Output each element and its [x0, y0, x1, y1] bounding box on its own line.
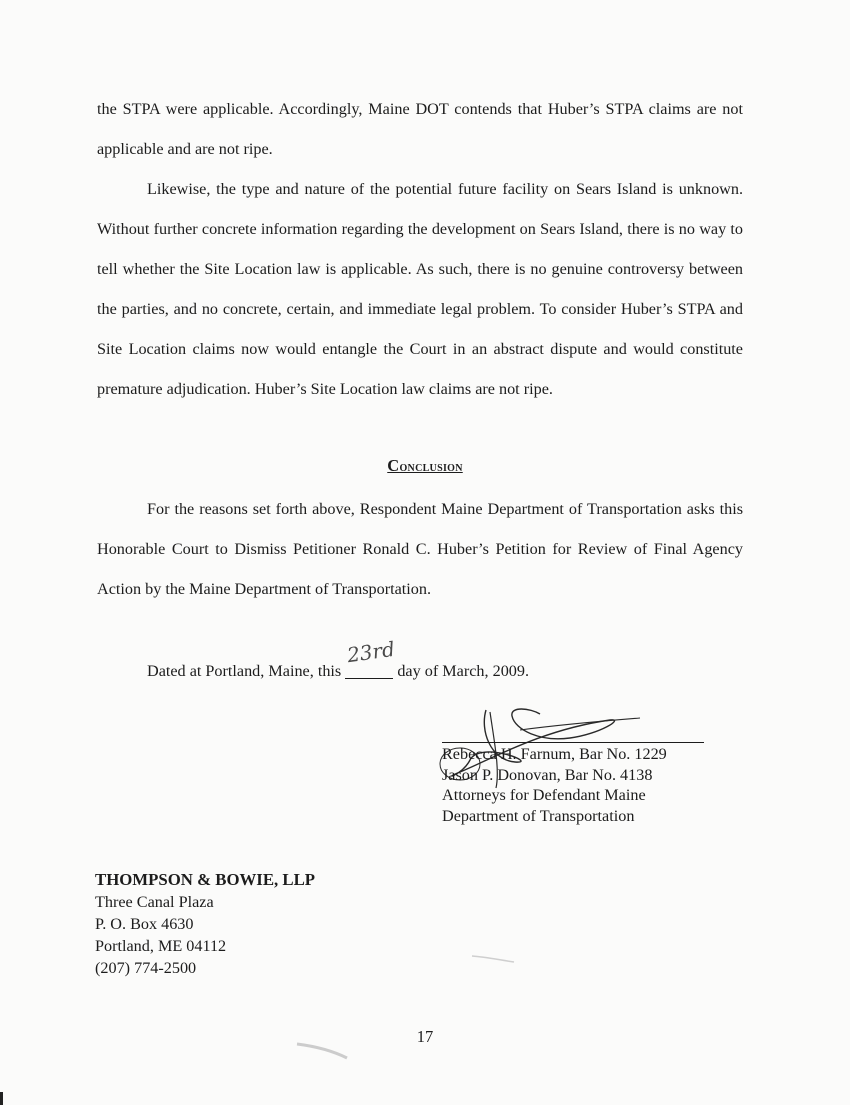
firm-phone: (207) 774-2500	[95, 959, 197, 977]
conclusion-heading-initial: C	[387, 456, 400, 475]
body-paragraph-1: the STPA were applicable. Accordingly, Maine DOT contends that Huber’s STPA claims are not applicable and are not ripe.	[97, 100, 743, 158]
body-paragraph-3: For the reasons set forth above, Respondent Maine Department of Transportation asks this Honorable Court to Dismiss Petitioner Ronald C. Huber’s Petition for Review of Final Agency Action by the Maine Department of Transportation.	[97, 500, 743, 598]
signer-2: Jason P. Donovan, Bar No. 4138	[442, 765, 653, 784]
firm-address-2: P. O. Box 4630	[95, 915, 194, 933]
scan-edge-mark	[0, 1092, 3, 1105]
day-blank	[345, 636, 397, 679]
firm-block	[95, 869, 315, 979]
signature-block	[442, 744, 667, 826]
firm-address-3: Portland, ME 04112	[95, 937, 227, 955]
scan-smudge	[295, 1040, 355, 1062]
dated-line	[147, 636, 530, 681]
conclusion-heading-rest: onclusion	[399, 460, 463, 475]
signer-role-2: Department of Transportation	[442, 806, 635, 825]
dated-prefix: Dated at Portland, Maine, this	[147, 662, 342, 680]
page-number: 17	[416, 1027, 434, 1046]
signer-role-1: Attorneys for Defendant Maine	[442, 786, 646, 804]
firm-name: THOMPSON & BOWIE, LLP	[95, 870, 316, 889]
handwritten-day: 23rd	[345, 636, 397, 668]
scan-mark	[470, 952, 520, 966]
body-paragraph-2: Likewise, the type and nature of the potential future facility on Sears Island is unknown. Without further concrete information regarding the development on Sears Island, there is no way to tell whether the Site Location law is applicable. As such, there is no genuine controversy between the parties, and no concrete, certain, and immediate legal problem. To consider Huber’s STPA and Site Location claims now would entangle the Court in an abstract dispute and would constitute premature adjudication. Huber’s Site Location law claims are not ripe.	[97, 180, 743, 398]
firm-address-1: Three Canal Plaza	[95, 893, 214, 911]
conclusion-heading	[0, 456, 850, 476]
dated-suffix: day of March, 2009.	[397, 662, 530, 680]
signature-line	[442, 742, 704, 743]
signer-1: Rebecca H. Farnum, Bar No. 1229	[442, 745, 667, 763]
